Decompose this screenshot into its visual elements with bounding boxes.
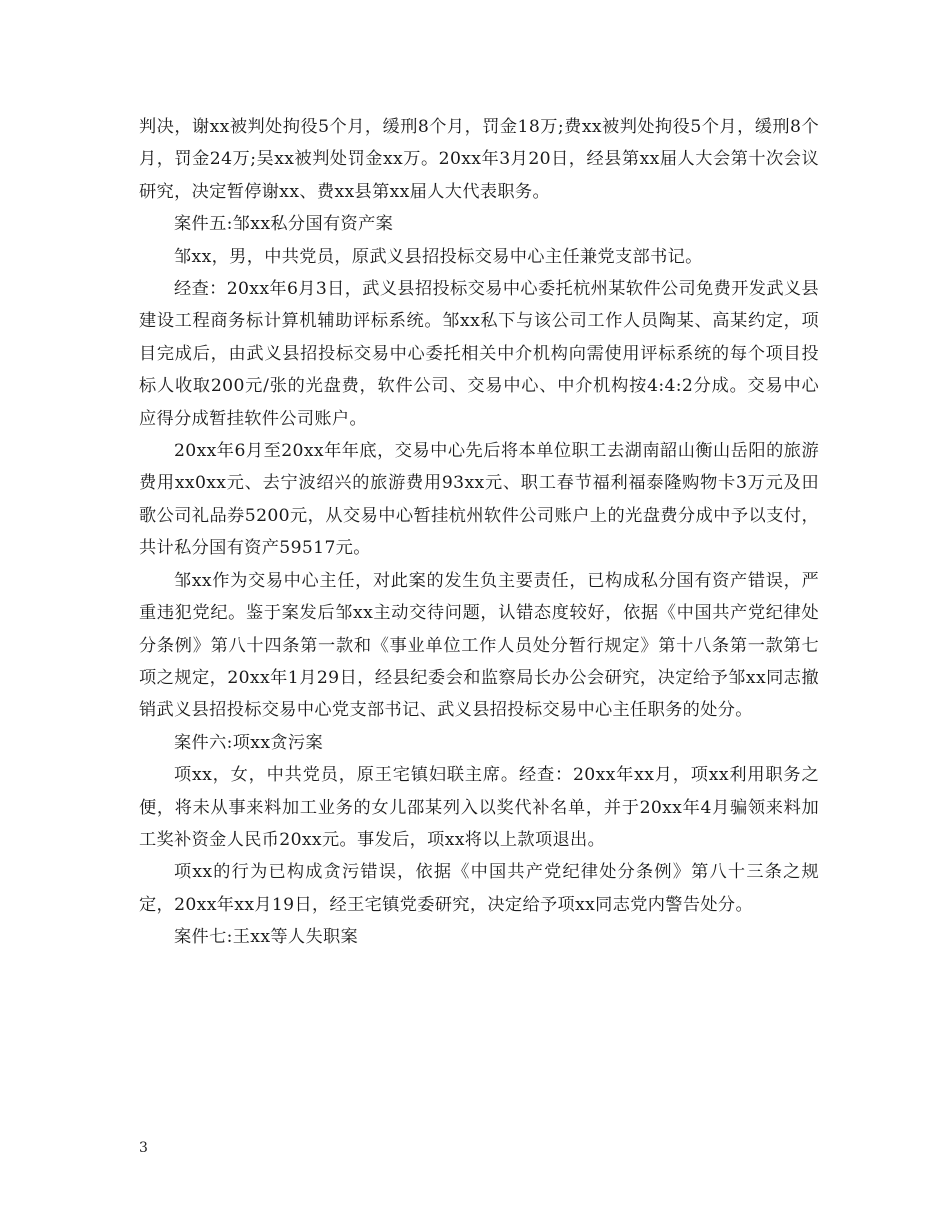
paragraph-case5-expenses: 20xx年6月至20xx年年底，交易中心先后将本单位职工去湖南韶山衡山岳阳的旅游费用xx0xx元、去宁波绍兴的旅游费用93xx元、职工春节福利福泰隆购物卡3万元及田歌公司礼品券5200元，从交易中心暂挂杭州软件公司账户上的光盘费分成中予以支付，共计私分国有资产59517元。 bbox=[139, 441, 819, 559]
paragraph-case5-person: 邹xx，男，中共党员，原武义县招投标交易中心主任兼党支部书记。 bbox=[174, 246, 703, 267]
paragraph-case6-decision: 项xx的行为已构成贪污错误，依据《中国共产党纪律处分条例》第八十三条之规定，20xx年xx月19日，经王宅镇党委研究，决定给予项xx同志党内警告处分。 bbox=[139, 862, 819, 915]
paragraph-case6-investigation: 项xx，女，中共党员，原王宅镇妇联主席。经查：20xx年xx月，项xx利用职务之便，将未从事来料加工业务的女儿邵某列入以奖代补名单，并于20xx年4月骗领来料加工奖补资金人民币20xx元。事发后，项xx将以上款项退出。 bbox=[139, 765, 819, 850]
heading-case-five: 案件五:邹xx私分国有资产案 bbox=[174, 214, 394, 235]
document-body bbox=[139, 111, 819, 954]
page-number: 3 bbox=[139, 1140, 148, 1156]
paragraph-case5-investigation: 经查：20xx年6月3日，武义县招投标交易中心委托杭州某软件公司免费开发武义县建设工程商务标计算机辅助评标系统。邹xx私下与该公司工作人员陶某、高某约定，项目完成后，由武义县招投标交易中心委托相关中介机构向需使用评标系统的每个项目投标人收取200元/张的光盘费，软件公司、交易中心、中介机构按4:4:2分成。交易中心应得分成暂挂软件公司账户。 bbox=[139, 279, 819, 429]
heading-case-seven: 案件七:王xx等人失职案 bbox=[174, 927, 359, 948]
paragraph-case5-decision: 邹xx作为交易中心主任，对此案的发生负主要责任，已构成私分国有资产错误，严重违犯党纪。鉴于案发后邹xx主动交待问题，认错态度较好，依据《中国共产党纪律处分条例》第八十四条第一款和《事业单位工作人员处分暂行规定》第十八条第一款第七项之规定，20xx年1月29日，经县纪委会和监察局长办公会研究，决定给予邹xx同志撤销武义县招投标交易中心党支部书记、武义县招投标交易中心主任职务的处分。 bbox=[139, 570, 819, 721]
heading-case-six: 案件六:项xx贪污案 bbox=[174, 732, 323, 753]
paragraph-case4-verdict-continued: 判决，谢xx被判处拘役5个月，缓刑8个月，罚金18万;费xx被判处拘役5个月，缓刑8个月，罚金24万;吴xx被判处罚金xx万。20xx年3月20日，经县第xx届人大会第十次会议研究，决定暂停谢xx、费xx县第xx届人大代表职务。 bbox=[139, 117, 819, 202]
